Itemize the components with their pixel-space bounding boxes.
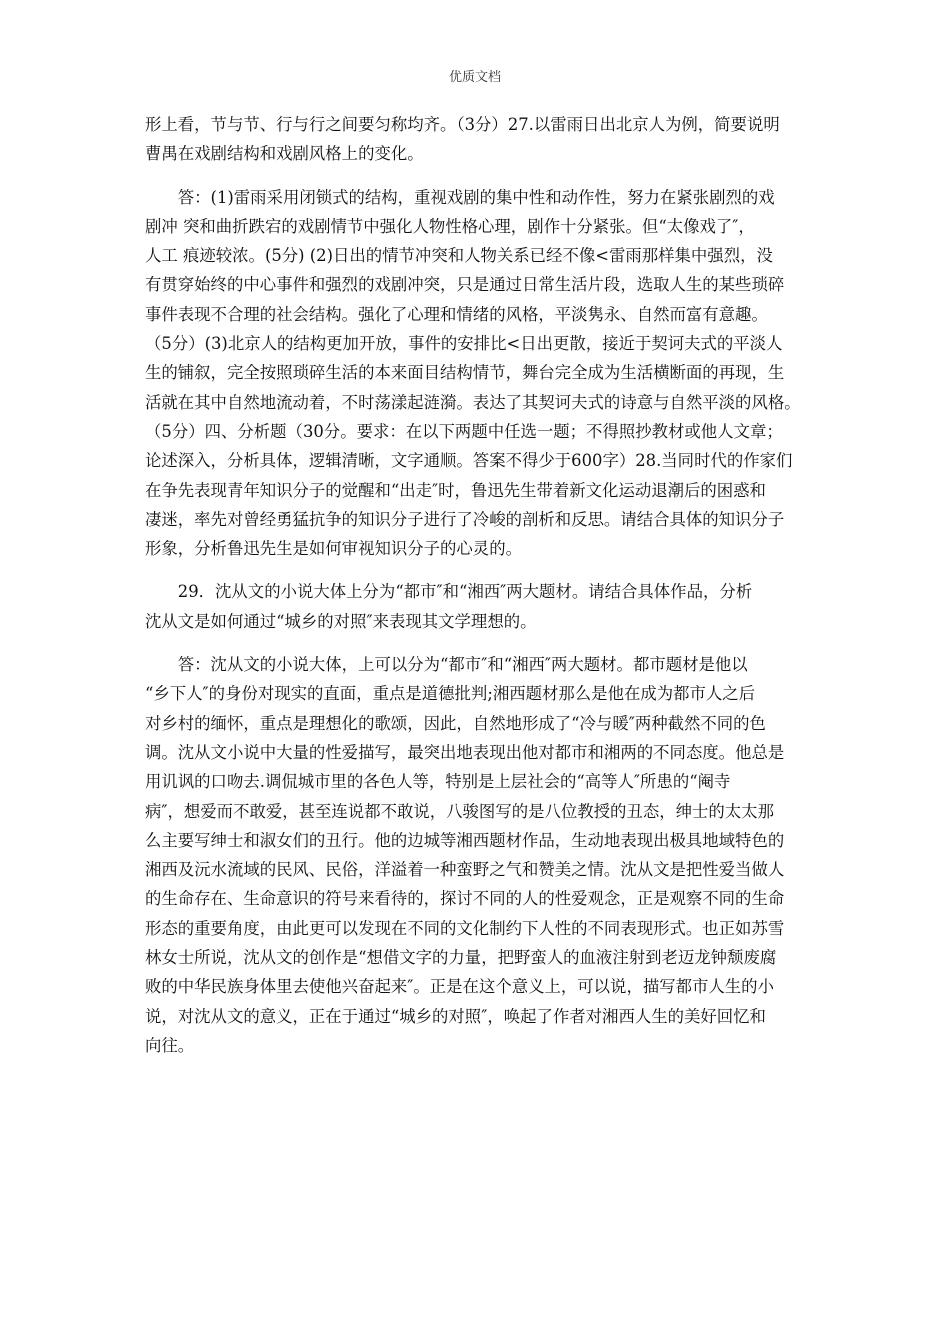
text-line: 说，对沈从文的意义，正在于通过“城乡的对照″，唤起了作者对湘西人生的美好回忆和 (145, 1006, 766, 1026)
text-line: 曹禺在戏剧结构和戏剧风格上的变化。 (145, 144, 424, 164)
paragraph-question-27 (145, 110, 810, 169)
text-line: 沈从文是如何通过“城乡的对照″来表现其文学理想的。 (145, 611, 537, 631)
text-line: 调。沈从文小说中大量的性爱描写，最突出地表现出他对都市和湘两的不同态度。他总是 (145, 742, 785, 762)
text-line: “乡下人″的身份对现实的直面，重点是道德批判;湘西题材那么是他在成为都市人之后 (145, 684, 756, 704)
text-line: 活就在其中自然地流动着，不时荡漾起涟漪。表达了其契诃夫式的诗意与自然平淡的风格。 (145, 392, 801, 412)
text-line: 林女士所说，沈从文的创作是“想借文字的力量，把野蛮人的血液注射到老迈龙钟颓废腐 (145, 948, 777, 968)
text-line: 形态的重要角度，由此更可以发现在不同的文化制约下人性的不同表现形式。也正如苏雪 (145, 918, 785, 938)
text-line: 形上看，节与节、行与行之间要匀称均齐。（3分）27.以雷雨日出北京人为例，简要说明 (145, 115, 780, 134)
text-line: 事件表现不合理的社会结构。强化了心理和情绪的风格，平淡隽永、自然而富有意趣。 (145, 304, 768, 324)
text-line: 答：沈从文的小说大体，上可以分为“都市″和“湘西″两大题材。都市题材是他以 (145, 655, 748, 675)
text-line: 用讥讽的口吻去.调侃城市里的各色人等，特别是上层社会的“高等人″所患的“阉寺 (145, 772, 731, 792)
page-header: 优质文档 (448, 70, 501, 85)
text-line: 病″，想爱而不敢爱，甚至连说都不敢说，八骏图写的是八位教授的丑态，绅士的太太那 (145, 801, 774, 821)
paragraph-answer-29 (145, 650, 810, 1060)
text-line: 凄迷，率先对曾经勇猛抗争的知识分子进行了冷峻的剖析和反思。请结合具体的知识分子 (145, 509, 785, 529)
text-line: （5分）四、分析题（30分。要求：在以下两题中任选一题；不得照抄教材或他人文章； (145, 421, 783, 441)
text-line: 对乡村的缅怀，重点是理想化的歌颂，因此，自然地形成了“冷与暖″两种截然不同的色 (145, 713, 766, 733)
text-line: 向往。 (145, 1035, 195, 1055)
text-line: （5分）(3)北京人的结构更加开放，事件的安排比<日出更散，接近于契诃夫式的平淡人 (145, 334, 783, 354)
paragraph-question-29 (145, 577, 810, 636)
text-line: 29．沈从文的小说大体上分为“都市″和“湘西″两大题材。请结合具体作品，分析 (145, 582, 753, 602)
text-line: 么主要写绅士和淑女们的丑行。他的边城等湘西题材作品，生动地表现出极具地域特色的 (145, 830, 785, 850)
text-line: 有贯穿始终的中心事件和强烈的戏剧冲突，只是通过日常生活片段，选取人生的某些琐碎 (145, 275, 785, 295)
text-line: 败的中华民族身体里去使他兴奋起来″。正是在这个意义上，可以说，描写都市人生的小 (145, 977, 774, 997)
text-line: 的生命存在、生命意识的符号来看待的，探讨不同的人的性爱观念，正是观察不同的生命 (145, 889, 785, 909)
text-line: 湘西及沅水流域的民风、民俗，洋溢着一种蛮野之气和赞美之情。沈从文是把性爱当做人 (145, 860, 785, 880)
text-line: 形象，分析鲁迅先生是如何审视知识分子的心灵的。 (145, 539, 522, 559)
text-line: 人工 痕迹较浓。(5分) (2)日出的情节冲突和人物关系已经不像<雷雨那样集中强烈，没 (145, 246, 773, 266)
document-body (145, 110, 810, 1060)
text-line: 论述深入，分析具体，逻辑清晰，文字通顺。答案不得少于600字）28.当同时代的作家们 (145, 451, 793, 471)
text-line: 在争先表现青年知识分子的觉醒和“出走″时，鲁迅先生带着新文化运动退潮后的困惑和 (145, 480, 766, 500)
text-line: 生的铺叙，完全按照琐碎生活的本来面目结构情节，舞台完全成为生活横断面的再现，生 (145, 363, 785, 383)
text-line: 答：(1)雷雨采用闭锁式的结构，重视戏剧的集中性和动作性，努力在紧张剧烈的戏 (145, 187, 775, 207)
text-line: 剧冲 突和曲折跌宕的戏剧情节中强化人物性格心理，剧作十分紧张。但“太像戏了″， (145, 216, 755, 236)
paragraph-answer-27 (145, 183, 810, 564)
